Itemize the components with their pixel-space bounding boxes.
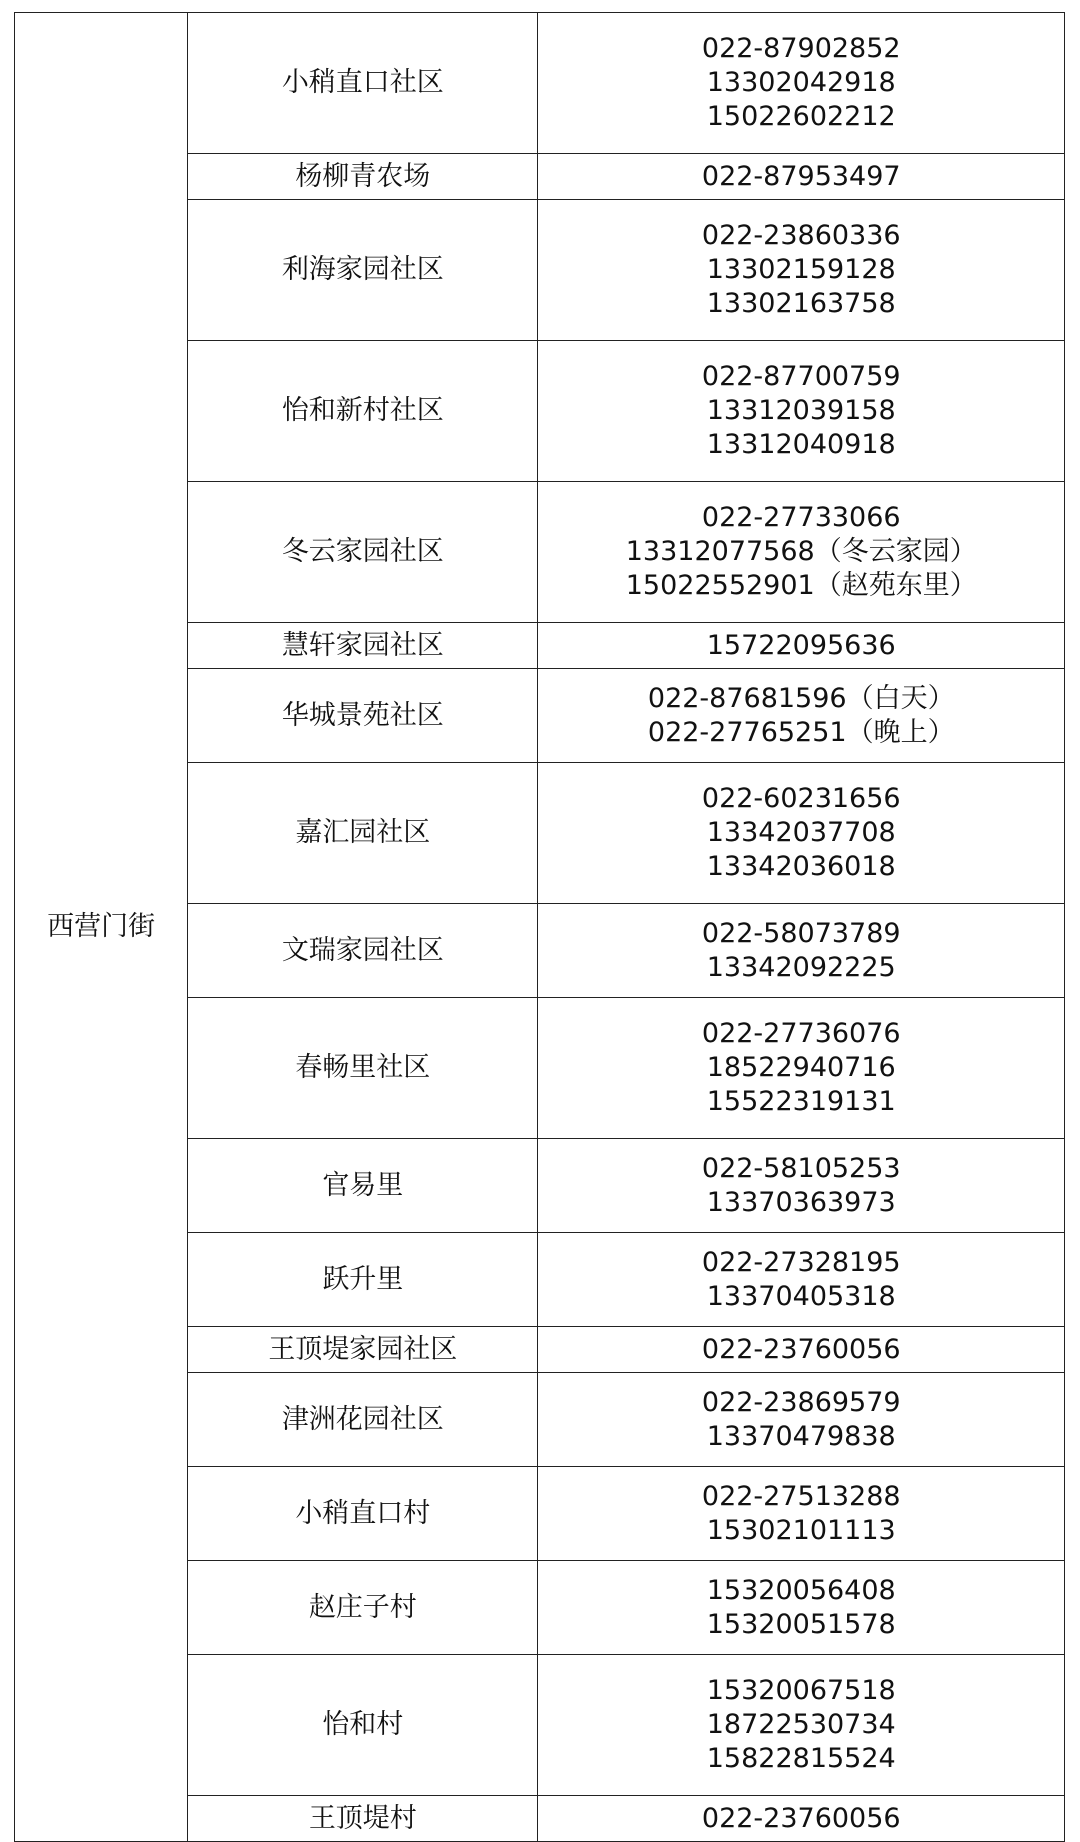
community-name-cell: 慧轩家园社区 bbox=[188, 623, 538, 669]
phone-number: 15320051578 bbox=[706, 1608, 896, 1640]
phone-number: 022-60231656 bbox=[701, 783, 901, 814]
phone-number: 022-23760056 bbox=[701, 1802, 901, 1834]
phone-cell bbox=[538, 904, 1065, 998]
phone-number: 13342037708 bbox=[706, 817, 896, 848]
phone-number: 15522319131 bbox=[706, 1086, 896, 1117]
phone-cell bbox=[538, 1467, 1065, 1561]
phone-number: 13342036018 bbox=[706, 851, 896, 882]
community-name-cell: 跃升里 bbox=[188, 1233, 538, 1327]
table-row bbox=[15, 13, 1065, 154]
community-name-cell: 春畅里社区 bbox=[188, 998, 538, 1139]
community-name-cell: 小稍直口村 bbox=[188, 1467, 538, 1561]
community-name-cell: 嘉汇园社区 bbox=[188, 763, 538, 904]
community-name-cell: 文瑞家园社区 bbox=[188, 904, 538, 998]
community-name-cell: 王顶堤家园社区 bbox=[188, 1327, 538, 1373]
phone-cell bbox=[538, 1796, 1065, 1842]
phone-cell bbox=[538, 1233, 1065, 1327]
phone-number: 022-87681596（白天） bbox=[647, 682, 955, 714]
phone-number: 18722530734 bbox=[706, 1709, 896, 1740]
phone-number: 15302101113 bbox=[706, 1514, 896, 1546]
phone-number: 022-58073789 bbox=[701, 917, 901, 949]
phone-number: 15320067518 bbox=[706, 1675, 896, 1706]
phone-number: 022-27736076 bbox=[701, 1018, 901, 1049]
phone-number: 13302042918 bbox=[706, 67, 896, 98]
phone-number: 022-27765251（晚上） bbox=[647, 716, 955, 748]
phone-cell bbox=[538, 763, 1065, 904]
phone-cell bbox=[538, 998, 1065, 1139]
community-name-cell: 赵庄子村 bbox=[188, 1561, 538, 1655]
phone-number: 022-23860336 bbox=[701, 220, 901, 251]
phone-number: 13312039158 bbox=[706, 395, 896, 426]
phone-number: 13302159128 bbox=[706, 254, 896, 285]
contact-table-body bbox=[15, 13, 1065, 1842]
phone-cell bbox=[538, 1139, 1065, 1233]
phone-cell bbox=[538, 1373, 1065, 1467]
community-name-cell: 怡和村 bbox=[188, 1655, 538, 1796]
phone-cell bbox=[538, 482, 1065, 623]
community-name-cell: 津洲花园社区 bbox=[188, 1373, 538, 1467]
phone-number: 13312040918 bbox=[706, 429, 896, 460]
community-name-cell: 杨柳青农场 bbox=[188, 154, 538, 200]
phone-number: 15022552901（赵苑东里） bbox=[625, 570, 977, 601]
community-name-cell: 利海家园社区 bbox=[188, 200, 538, 341]
phone-cell bbox=[538, 154, 1065, 200]
phone-number: 022-27513288 bbox=[701, 1480, 901, 1512]
phone-cell bbox=[538, 341, 1065, 482]
phone-cell bbox=[538, 623, 1065, 669]
phone-cell bbox=[538, 13, 1065, 154]
street-name-cell: 西营门街 bbox=[15, 13, 188, 1842]
phone-number: 022-23760056 bbox=[701, 1333, 901, 1365]
phone-cell bbox=[538, 200, 1065, 341]
phone-number: 13342092225 bbox=[706, 951, 896, 983]
community-name-cell: 怡和新村社区 bbox=[188, 341, 538, 482]
phone-number: 13370363973 bbox=[706, 1186, 896, 1218]
phone-number: 15022602212 bbox=[706, 101, 896, 132]
phone-cell bbox=[538, 1561, 1065, 1655]
phone-number: 022-87700759 bbox=[701, 361, 901, 392]
phone-number: 15822815524 bbox=[706, 1743, 896, 1774]
phone-cell bbox=[538, 669, 1065, 763]
phone-number: 15722095636 bbox=[706, 629, 896, 661]
community-name-cell: 冬云家园社区 bbox=[188, 482, 538, 623]
community-name-cell: 官易里 bbox=[188, 1139, 538, 1233]
phone-number: 15320056408 bbox=[706, 1574, 896, 1606]
community-name-cell: 小稍直口社区 bbox=[188, 13, 538, 154]
phone-number: 022-23869579 bbox=[701, 1386, 901, 1418]
phone-number: 022-58105253 bbox=[701, 1152, 901, 1184]
community-name-cell: 王顶堤村 bbox=[188, 1796, 538, 1842]
phone-number: 18522940716 bbox=[706, 1052, 896, 1083]
phone-cell bbox=[538, 1655, 1065, 1796]
community-name-cell: 华城景苑社区 bbox=[188, 669, 538, 763]
phone-cell bbox=[538, 1327, 1065, 1373]
contact-table bbox=[14, 12, 1065, 1842]
phone-number: 13370405318 bbox=[706, 1280, 896, 1312]
phone-number: 13370479838 bbox=[706, 1420, 896, 1452]
phone-number: 022-87902852 bbox=[701, 33, 901, 64]
phone-number: 13312077568（冬云家园） bbox=[625, 536, 977, 567]
phone-number: 022-27733066 bbox=[701, 502, 901, 533]
phone-number: 022-27328195 bbox=[701, 1246, 901, 1278]
phone-number: 022-87953497 bbox=[701, 160, 901, 192]
phone-number: 13302163758 bbox=[706, 288, 896, 319]
